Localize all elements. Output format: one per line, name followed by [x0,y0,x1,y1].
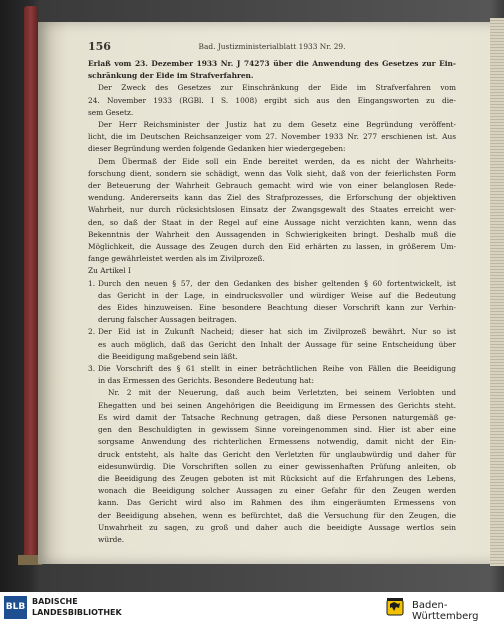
text-line: würde. [98,534,125,544]
text-line: sem Gesetz. [88,107,134,117]
text-line: Es wird damit der Tatsache Rechnung getragen, daß diese Personen naturgemäß ge- [98,412,456,422]
text-line: gen den Beschuldigten in gewissem Sinne voreingenommen sind. Hier ist aber eine [98,425,456,435]
book-spine [24,6,38,562]
text-line: Der Herr Reichsminister der Justiz hat zu dem Gesetz eine Begründung veröffent- [98,120,456,130]
text-line: kann. Das Gericht wird also im Rahmen des ihm eingeräumten Ermessens von [98,498,456,508]
list-item-1 [88,278,456,327]
paragraph-justification [88,119,456,156]
text-line: in das Ermessen des Gerichts. Besondere Bedeutung hat: [98,376,314,386]
page-edges [490,18,504,566]
text-line: des Eides hinzuweisen. Eine besondere Beachtung dieser Vorschrift kann zur Verhin- [98,303,456,313]
article-heading: Zu Artikel I [88,266,131,276]
text-line: 24. November 1933 (RGBl. I S. 1008) ergibt sich aus den Eingangsworten zu die- [88,95,456,105]
text-line: Nr. 2 mit der Neuerung, daß auch beim Verletzten, bei seinem Verlobten und [108,388,456,398]
item-number: 2. [88,327,96,337]
text-line: dieser Begründung werden folgende Gedanken hier wiedergegeben: [88,144,346,154]
blb-wordmark[interactable] [32,596,122,618]
paragraph-nr2 [88,387,456,546]
text-line: das Gericht in der Lage, in eindrucksvoller und würdiger Weise auf die Bedeutung [98,290,456,300]
list-item-3 [88,363,456,387]
page-header [88,40,456,54]
baden-wuerttemberg-crest-icon [385,597,405,617]
blb-name-line1: BADISCHE [32,597,78,606]
text-line: der Beteuerung der Wahrheit Gebrauch gemacht wird wie von einer belanglosen Rede- [88,181,456,191]
text-line: wonach die Beeidigung solcher Aussagen zu einer Gefahr für den Zeugen werden [98,486,456,496]
document-body [88,58,456,546]
text-line: wendung. Andererseits kann das Ziel des Strafprozesses, die Erforschung der objektiven [88,193,456,203]
title-line: Erlaß vom 23. Dezember 1933 Nr. J 74273 über die Anwendung des Gesetzes zur Ein- [88,59,456,68]
text-line: die Beeidigung maßgebend sein läßt. [98,351,238,361]
blb-name-line2: LANDESBIBLIOTHEK [32,608,122,617]
paragraph-purpose [88,82,456,119]
text-line: sorgsame Anwendung des richterlichen Ermessens notwendig, damit nicht der Ein- [98,437,456,447]
text-line: Unwahrheit zu sagen, zu groß und daher auch die beeidigte Aussage wertlos sein [98,522,456,532]
list-item-2 [88,326,456,363]
blb-logo[interactable]: BLB [4,596,27,619]
title-line: schränkung der Eide im Strafverfahren. [88,71,254,81]
text-line: Wahrheit, nur durch rücksichtslosen Einsatz der Zwangsgewalt des Staates erreicht wer- [88,205,456,215]
running-head: Bad. Justizministerialblatt 1933 Nr. 29. [198,42,346,51]
text-line: die Beeidigung des Zeugen geboten ist mit Rücksicht auf die Erfahrungen des Lebens, [98,473,456,483]
paragraph-excess-oaths [88,156,456,266]
text-line: Durch den neuen § 57, der den Gedanken des bisher geltenden § 60 fortentwickelt, ist [98,278,456,288]
item-number: 1. [88,278,96,288]
decree-title [88,58,456,82]
bw-wordmark[interactable]: Baden-Württemberg [412,600,479,622]
text-line: Der Zweck des Gesetzes zur Einschränkung der Eide im Strafverfahren vom [98,83,456,93]
text-line: der Beeidigung absehen, wenn es befürchtet, daß die Versuchung für den Zeugen, die [98,510,456,520]
text-line: Möglichkeit, die Aussage des Zeugen durch den Eid erhärten zu lassen, in größerem Um- [88,242,456,252]
text-line: Der Eid ist in Zukunft Nacheid; dieser hat sich im Zivilprozeß bewährt. Nur so ist [98,327,456,337]
text-line: eidesunwürdig. Die Vorschriften sollen zu einer gewissenhaften Prüfung anleiten, ob [98,461,456,471]
text-line: licht, die im Deutschen Reichsanzeiger vom 27. November 1933 Nr. 277 erschienen ist. Aus [88,132,456,142]
text-line: forschung dient, sondern sie schädigt, wenn das Volk sieht, daß von der feierlichsten Form [88,168,456,178]
viewer-footer [0,592,504,623]
text-line: Bekenntnis der Wahrheit den Aussagenden in Schwierigkeiten bringt. Deshalb muß die [88,229,456,239]
item-number: 3. [88,364,96,374]
text-line: den, so daß der Staat in der Regel auf eine Aussage nicht verzichten kann, wenn das [88,217,456,227]
text-line: Die Vorschrift des § 61 stellt in einer beträchtlichen Reihe von Fällen die Beeidigung [98,364,456,374]
text-line: druck entsteht, als halte das Gericht den Verletzten für unglaubwürdig und daher für [98,449,456,459]
text-line: Ehegatten und bei seinen Angehörigen die Beeidigung im Ermessen des Gerichts steht. [98,400,456,410]
text-line: es auch möglich, daß das Gericht den Inhalt der Aussage für seine Entscheidung über [98,339,456,349]
text-line: fange gewährleistet werden als im Zivilprozeß. [88,254,265,264]
text-line: Dem Übermaß der Eide soll ein Ende bereitet werden, da es nicht der Wahrheits- [98,156,456,166]
text-line: derung falscher Aussagen beitragen. [98,315,237,325]
page-number: 156 [88,40,111,53]
